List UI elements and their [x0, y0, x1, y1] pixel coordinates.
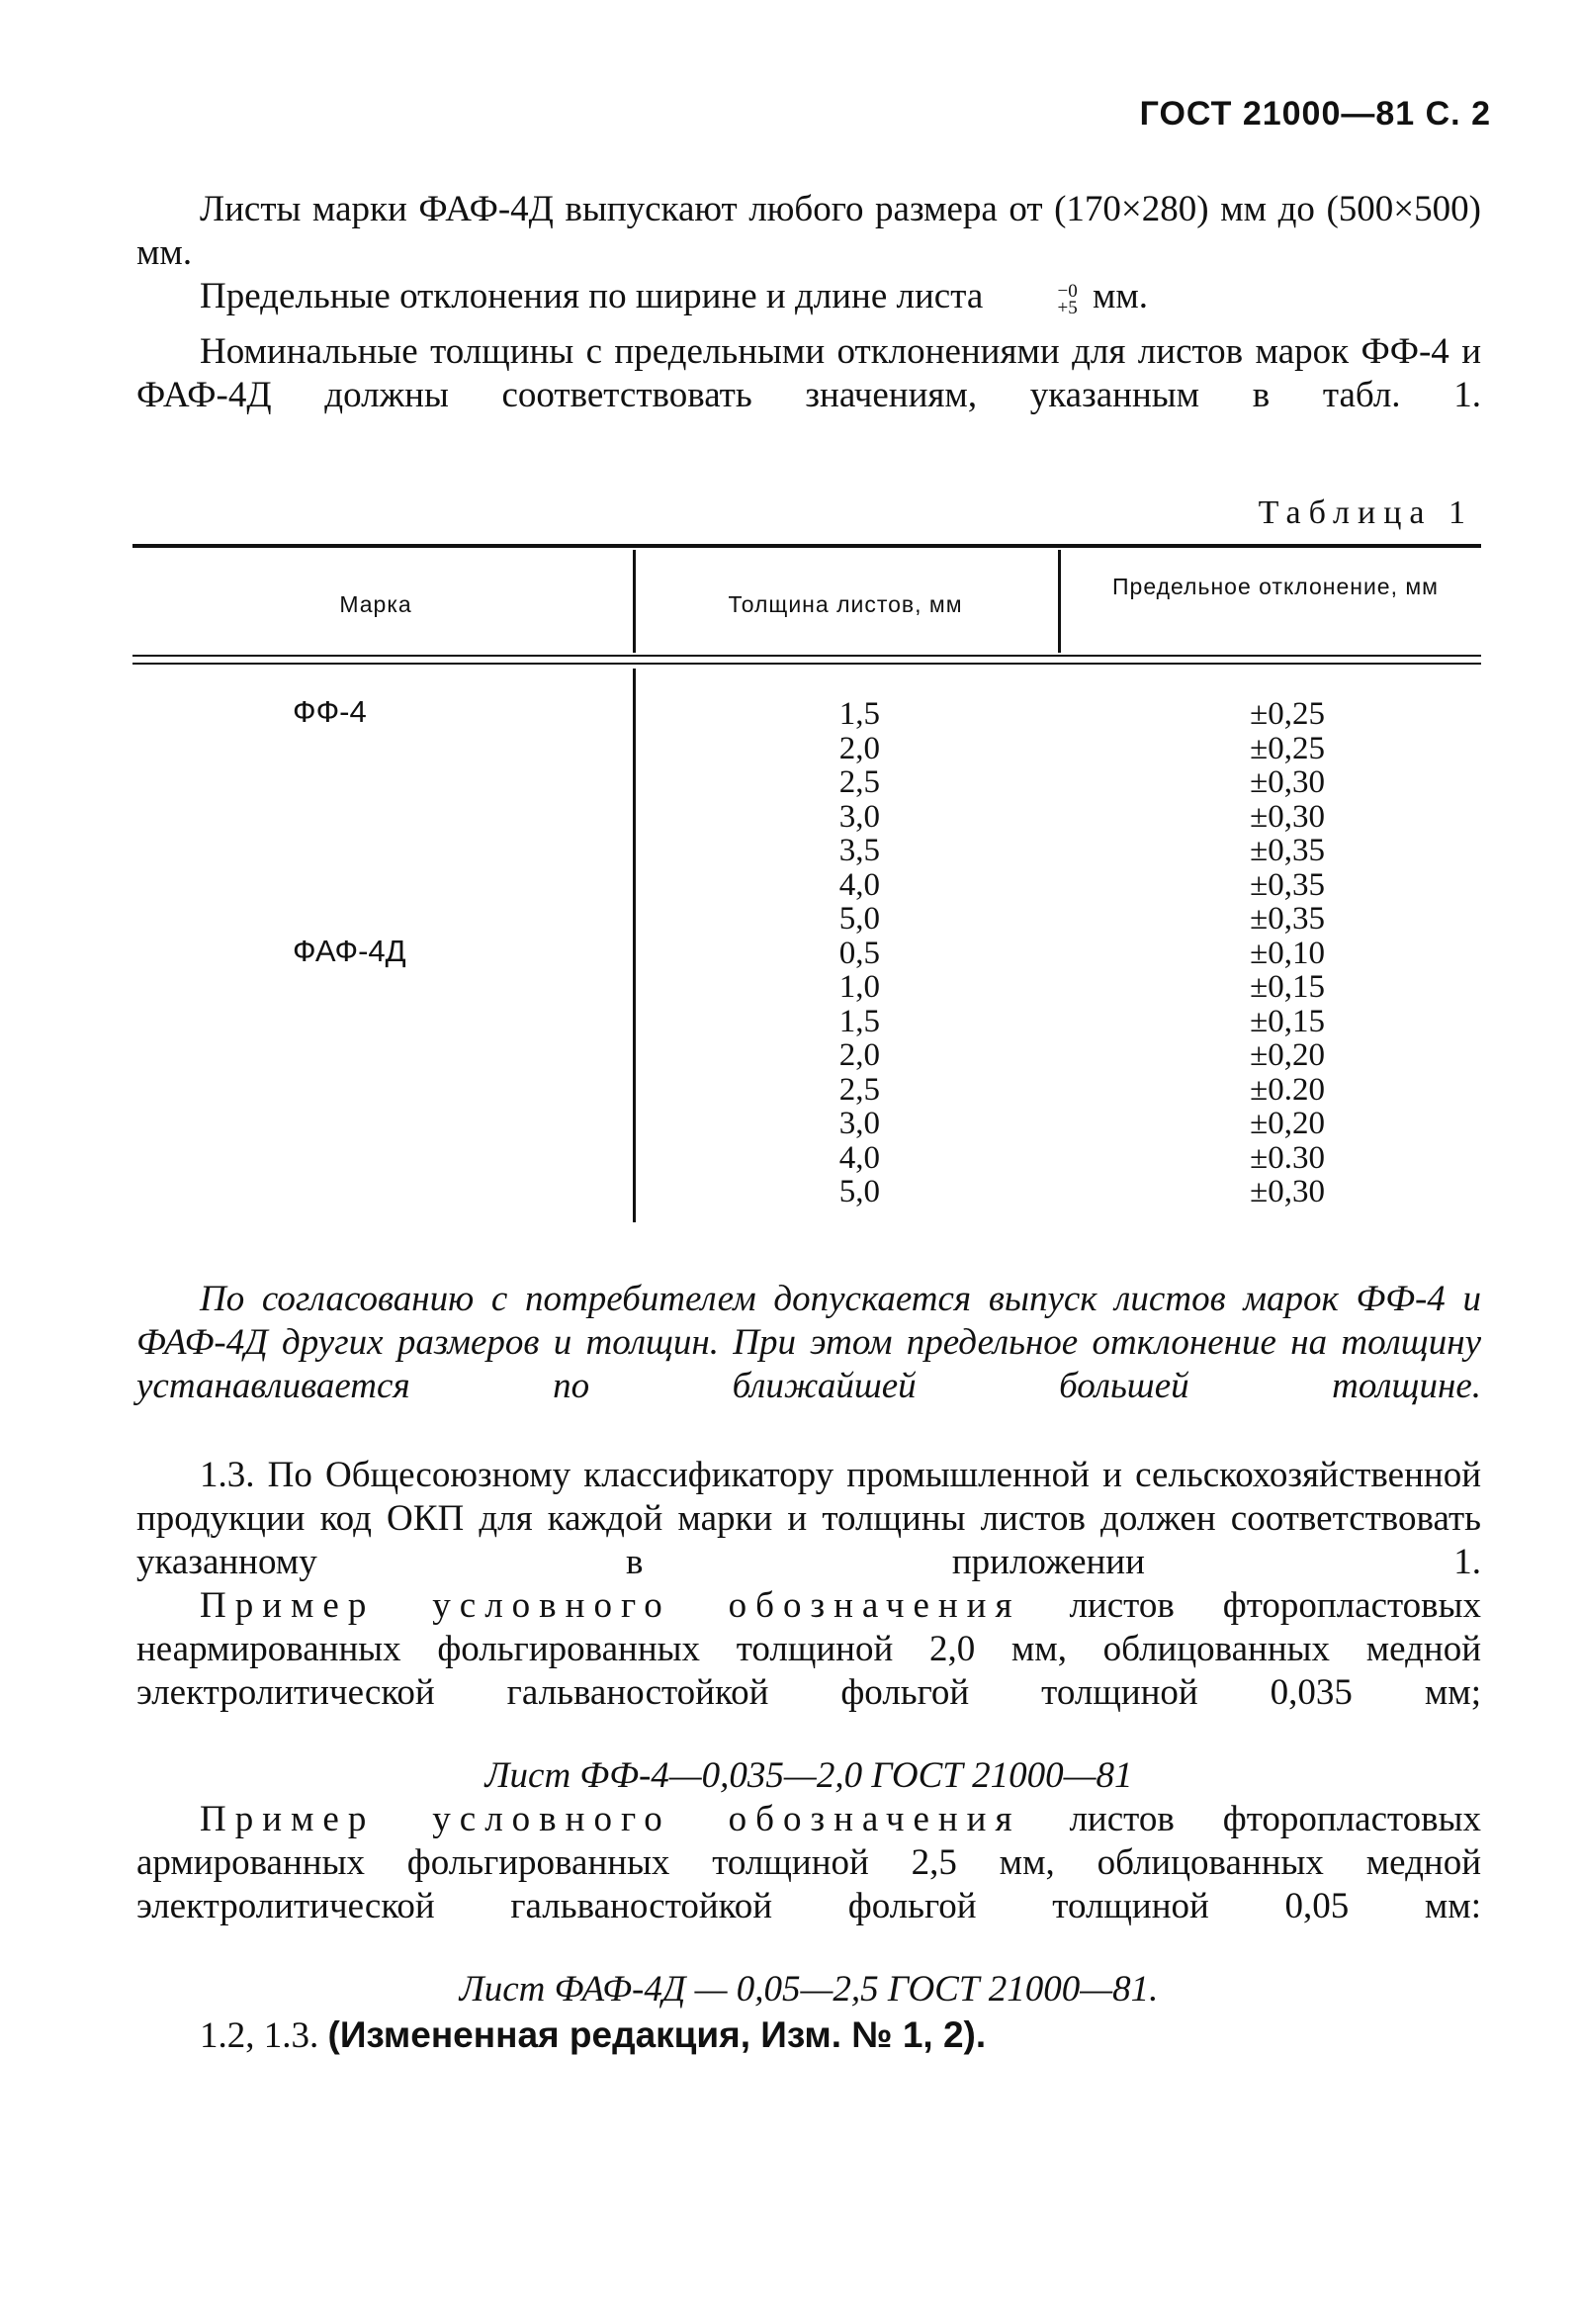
- example-2-text: листов фторопластовых армированных фольгированных толщиной 2,5 мм, облицованных медной электролитической гальваностойкой фольгой толщиной 0,05 мм:: [136, 1799, 1482, 1926]
- deviation-cell: ±0,30: [1250, 764, 1325, 800]
- amendment-note: [136, 2013, 1481, 2058]
- deviation-cell: ±0,30: [1250, 798, 1325, 835]
- brand-ff4: ФФ-4: [293, 694, 367, 729]
- deviation-text: Предельные отклонения по ширине и длине листа: [200, 276, 984, 316]
- thickness-cell: 3,0: [838, 1106, 880, 1141]
- deviation-upper: −0: [1057, 280, 1078, 302]
- deviation-fraction: [995, 280, 1078, 318]
- brand-faf4d: ФАФ-4Д: [293, 934, 406, 968]
- body-divider: [633, 669, 636, 1222]
- thickness-cell: 2,5: [838, 764, 880, 800]
- thickness-cell: 2,0: [838, 730, 880, 766]
- paragraph-deviation: [136, 275, 1481, 318]
- thickness-cell: 3,5: [838, 833, 880, 868]
- example-1-designation: Лист ФФ-4—0,035—2,0 ГОСТ 21000—81: [484, 1755, 1133, 1796]
- thickness-cell: 4,0: [838, 1139, 880, 1176]
- paragraph-okp: 1.3. По Общесоюзному классификатору промышленной и сельскохозяйственной продукции код ОКП для каждой марки и толщины листов должен соответствовать указанному в приложении 1.: [136, 1455, 1481, 1582]
- paragraph-nominal: Номинальные толщины с предельными отклонениями для листов марок ФФ-4 и ФАФ-4Д должны соответствовать значениям, указанным в табл. 1.: [136, 331, 1481, 415]
- table-header-rule-2: [132, 663, 1481, 665]
- thickness-cell: 1,0: [838, 969, 880, 1005]
- deviation-cell: ±0,30: [1250, 1174, 1325, 1209]
- deviation-cell: ±0,35: [1250, 901, 1325, 937]
- amendment-text: (Измененная редакция, Изм. № 1, 2).: [327, 2014, 987, 2055]
- deviation-cell: ±0,15: [1250, 969, 1325, 1005]
- deviation-cell: ±0.30: [1250, 1139, 1325, 1176]
- header-deviation: Предельное отклонение, мм: [1112, 574, 1439, 599]
- deviation-cell: ±0,15: [1250, 1003, 1325, 1039]
- example-2: [136, 1798, 1481, 1928]
- deviation-cell: ±0,10: [1250, 935, 1325, 971]
- thickness-cell: 5,0: [838, 1174, 880, 1209]
- thickness-cell: 1,5: [838, 696, 880, 732]
- header-brand: Марка: [339, 591, 412, 617]
- thickness-cell: 1,5: [838, 1003, 880, 1039]
- deviation-cell: ±0.20: [1250, 1071, 1325, 1108]
- deviation-cell: ±0,20: [1250, 1106, 1325, 1141]
- header-divider-2: [1058, 550, 1061, 653]
- deviation-cell: ±0,25: [1250, 696, 1325, 732]
- amendment-prefix: 1.2, 1.3.: [200, 2015, 319, 2056]
- example-1: [136, 1584, 1481, 1715]
- deviation-cell: ±0,25: [1250, 730, 1325, 766]
- thickness-cell: 4,0: [838, 866, 880, 903]
- header-thickness: Толщина листов, мм: [728, 591, 963, 617]
- deviation-cell: ±0,35: [1250, 833, 1325, 868]
- example-2-label: Пример условного обозначения: [200, 1799, 1021, 1839]
- thickness-cell: 2,5: [838, 1071, 880, 1108]
- thickness-cell: 3,0: [838, 798, 880, 835]
- deviation-cell: ±0,20: [1250, 1037, 1325, 1073]
- table-header-rule-1: [132, 655, 1481, 657]
- example-1-label: Пример условного обозначения: [200, 1585, 1021, 1626]
- deviation-unit: мм.: [1092, 276, 1149, 316]
- example-1-text: листов фторопластовых неармированных фольгированных толщиной 2,0 мм, облицованных медной электролитической гальваностойкой фольгой толщиной 0,035 мм;: [136, 1585, 1482, 1713]
- thickness-cell: 5,0: [838, 901, 880, 937]
- page-header: ГОСТ 21000—81 С. 2: [1139, 95, 1491, 133]
- deviation-cell: ±0,35: [1250, 866, 1325, 903]
- table-caption: Таблица 1: [1258, 494, 1473, 531]
- header-divider-1: [633, 550, 636, 653]
- thickness-cell: 2,0: [838, 1037, 880, 1073]
- paragraph-sizes: Листы марки ФАФ-4Д выпускают любого размера от (170×280) мм до (500×500) мм.: [136, 189, 1481, 273]
- paragraph-agreement: По согласованию с потребителем допускается выпуск листов марок ФФ-4 и ФАФ-4Д других размеров и толщин. При этом предельное отклонение на толщину устанавливается по ближайшей большей толщине.: [136, 1279, 1481, 1406]
- thickness-cell: 0,5: [838, 935, 880, 971]
- example-2-designation: Лист ФАФ-4Д — 0,05—2,5 ГОСТ 21000—81.: [459, 1969, 1159, 2010]
- deviation-lower: +5: [1057, 297, 1078, 318]
- table-top-rule: [132, 544, 1481, 548]
